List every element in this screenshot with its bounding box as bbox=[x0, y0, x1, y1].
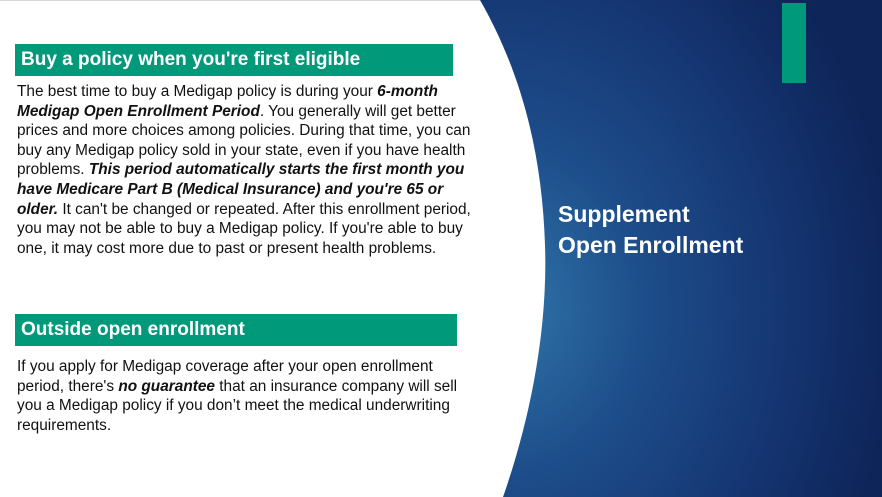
section1-text-b: 6-month Medigap Open Enrollment Period bbox=[17, 83, 438, 120]
section2-paragraph bbox=[17, 357, 472, 435]
side-panel-title bbox=[558, 199, 858, 261]
section1-text-c: . You generally will get better prices and more choices among policies. During that time, you can buy any Medigap policy sold in your state, even if you have health problems. bbox=[17, 102, 471, 179]
section1-paragraph bbox=[17, 82, 479, 258]
section2-text-a: If you apply for Medigap coverage after your open enrollment period, there's bbox=[17, 358, 433, 395]
accent-tab bbox=[782, 3, 806, 83]
section2-text-c: that an insurance company will sell you a Medigap policy if you don’t meet the medical underwriting requirements. bbox=[17, 377, 458, 434]
section1-heading: Buy a policy when you're first eligible bbox=[15, 44, 453, 76]
section2-heading: Outside open enrollment bbox=[15, 314, 457, 346]
section2-text-b: no guarantee bbox=[118, 377, 215, 395]
side-title-line2: Open Enrollment bbox=[558, 232, 744, 258]
section1-text-e: It can't be changed or repeated. After this enrollment period, you may not be able to buy a Medigap policy. If you're able to buy one, it may cost more due to past or present health problems. bbox=[17, 200, 471, 257]
section1-text-a: The best time to buy a Medigap policy is during your bbox=[17, 83, 378, 100]
side-title-line1: Supplement bbox=[558, 201, 690, 227]
section1-text-d: This period automatically starts the first month you have Medicare Part B (Medical Insurance) and you're 65 or older. bbox=[17, 161, 465, 218]
